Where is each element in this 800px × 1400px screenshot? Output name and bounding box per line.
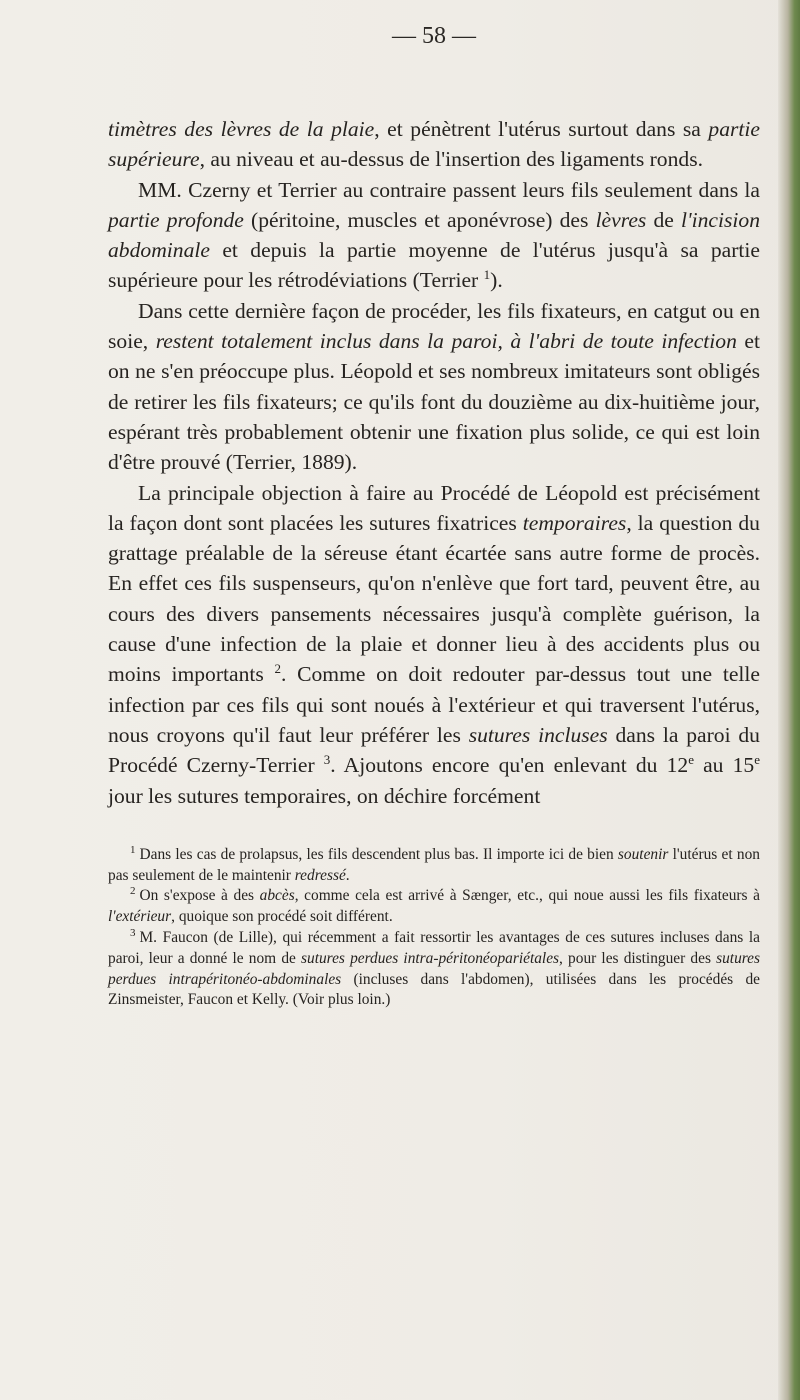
main-text — [108, 114, 760, 811]
footnote-1 — [108, 845, 760, 887]
italic-text: partie profonde — [108, 207, 244, 232]
text-run: , comme cela est arrivé à Sænger, etc., qui noue aussi les fils fixateurs à — [294, 887, 760, 905]
text-run: , au niveau et au-dessus de l'insertion des ligaments ronds. — [199, 147, 703, 172]
text-run: (péritoine, muscles et aponévrose) des — [243, 207, 596, 232]
text-run: On s'expose à des — [139, 887, 260, 905]
footnotes — [108, 845, 760, 1011]
text-run: dans la paroi du Procédé Czerny-Terrier — [108, 722, 760, 778]
text-run: MM. Czerny et Terrier au contraire passent leurs fils seulement dans la — [138, 177, 760, 202]
text-run: , la question du grattage préalable de la séreuse étant écartée sans autre forme de procès. En effet ces fils suspenseurs, qu'on n'enlève que fort tard, peuvent être, au cours des divers pansements nécessaires jusqu'à complète guérison, la cause d'une infection de la plaie et donner lieu à des accidents plus ou moins importants — [108, 510, 760, 687]
italic-text: sutures perdues intra-péritonéopariétales — [301, 949, 560, 967]
paragraph-1 — [108, 114, 760, 175]
italic-text: sutures incluses — [468, 722, 608, 747]
italic-text: lèvres — [595, 207, 647, 232]
footnote-3 — [108, 928, 760, 1011]
text-run: , pour les distinguer des — [559, 949, 717, 967]
italic-text: l'incision abdominale — [108, 207, 760, 263]
text-run: , et pénètrent l'utérus surtout dans sa — [374, 117, 709, 141]
page-edge — [778, 0, 800, 1400]
paragraph-3 — [108, 296, 760, 478]
text-run: . — [345, 866, 350, 884]
text-run: et on ne s'en préoccupe plus. Léopold et ses nombreux imitateurs sont obligés de retirer les fils fixateurs; ce qu'ils font du douzième au dix-huitième jour, espérant très probablement obtenir une fixation plus solide, ce qui est loin d'être prouvé (Terrier, 1889). — [108, 329, 760, 475]
text-run: . Comme on doit redouter par-dessus tout une telle infection par ces fils qui sont noués à l'extérieur et qui traversent l'utérus, nous croyons qu'il faut leur préférer les — [108, 662, 760, 747]
italic-text: temporaires — [522, 510, 627, 535]
text-run: de — [646, 207, 681, 232]
text-run: ). — [490, 268, 503, 293]
text-run: et depuis la partie moyenne de l'utérus jusqu'à sa partie supérieure pour les rétrodéviations (Terrier — [108, 238, 760, 293]
text-run: M. Faucon (de Lille), qui récemment a fait ressortir les avantages de ces sutures incluses dans la paroi, leur a donné le nom de — [108, 929, 760, 967]
text-run: . Ajoutons encore qu'en enlevant du 12 — [330, 753, 689, 778]
text-run: au 15 — [693, 753, 755, 778]
text-run: (incluses dans l'abdomen), utilisées dans les procédés de Zinsmeister, Faucon et Kelly. (Voir plus loin.) — [108, 970, 760, 1009]
italic-text: l'extérieur — [108, 908, 172, 926]
italic-text: partie supérieure — [108, 117, 760, 172]
text-run: l'utérus et non pas seulement de le maintenir — [108, 845, 760, 884]
footnote-mark: 2 — [130, 885, 136, 898]
text-run: , quoique son procédé soit différent. — [171, 908, 393, 926]
italic-text: restent totalement inclus dans la paroi, à l'abri de toute infection — [155, 329, 737, 354]
text-run: jour les sutures temporaires, on déchire forcément — [108, 783, 541, 808]
paragraph-4 — [108, 478, 760, 811]
superscript: 3 — [323, 752, 331, 768]
superscript: 1 — [483, 267, 491, 283]
superscript: e — [688, 752, 694, 768]
paragraph-2 — [108, 175, 760, 296]
footnote-mark: 1 — [130, 843, 136, 856]
italic-text: abcès — [259, 887, 295, 905]
italic-text: redressé — [294, 866, 346, 884]
footnote-mark: 3 — [130, 926, 136, 939]
footnote-2 — [108, 886, 760, 928]
text-run: La principale objection à faire au Procédé de Léopold est précisément la façon dont sont placées les sutures fixatrices — [108, 480, 760, 535]
text-run: Dans les cas de prolapsus, les fils descendent plus bas. Il importe ici de bien — [139, 845, 618, 863]
italic-text: soutenir — [617, 845, 669, 863]
italic-text: timètres des lèvres de la plaie — [108, 117, 375, 141]
text-run: Dans cette dernière façon de procéder, les fils fixateurs, en catgut ou en soie, — [108, 298, 760, 354]
page-number: — 58 — — [392, 23, 476, 49]
italic-text: sutures perdues intrapéritonéo-abdominales — [108, 949, 761, 988]
superscript: e — [754, 752, 760, 768]
superscript: 2 — [274, 661, 282, 677]
page-content — [108, 23, 761, 1011]
